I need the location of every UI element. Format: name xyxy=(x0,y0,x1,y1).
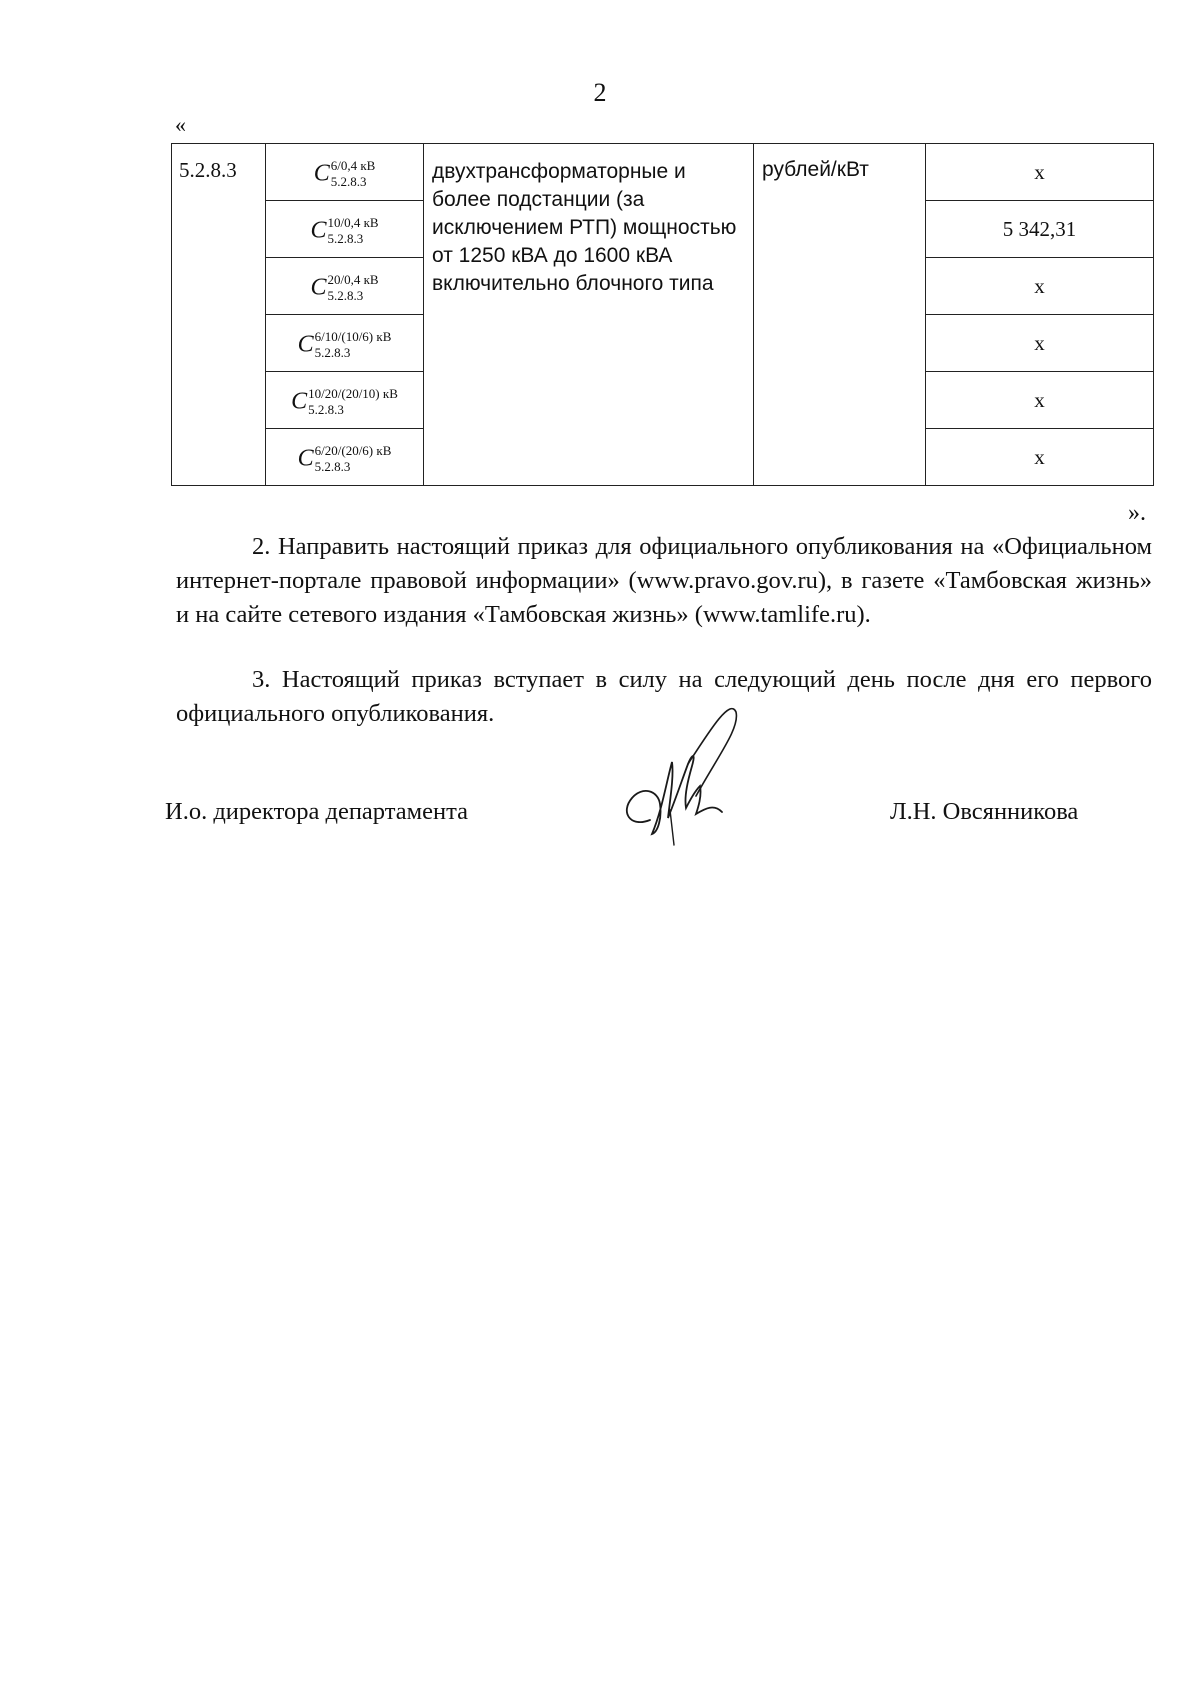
value-cell: 5 342,31 xyxy=(926,201,1154,258)
symbol-cell xyxy=(266,429,424,486)
unit-cell: рублей/кВт xyxy=(754,144,926,486)
tariff-symbol: C 10/0,4 кВ 5.2.8.3 xyxy=(310,215,379,246)
signer-name: Л.Н. Овсянникова xyxy=(890,798,1079,825)
paragraph-effective-date: 3. Настоящий приказ вступает в силу на следующий день после дня его первого официального опубликования. xyxy=(176,666,1152,727)
item-description: двухтрансформаторные и более подстанции (за исключением РТП) мощностью от 1250 кВА до 1600 кВА включительно блочного типа xyxy=(424,144,754,486)
value-cell: х xyxy=(926,258,1154,315)
value-cell: х xyxy=(926,144,1154,201)
tariff-symbol: C 6/20/(20/6) кВ 5.2.8.3 xyxy=(297,443,392,474)
table-row xyxy=(172,144,1154,201)
item-code: 5.2.8.3 xyxy=(172,144,266,486)
symbol-cell xyxy=(266,372,424,429)
close-quote: ». xyxy=(1128,500,1146,526)
paragraph-publication: 2. Направить настоящий приказ для официального опубликования на «Официальном интернет-портале правовой информации» (www.pravo.gov.ru), в газете «Тамбовская жизнь» и на сайте сетевого издания «Тамбовская жизнь» (www.tamlife.ru). xyxy=(176,533,1152,628)
symbol-cell xyxy=(266,258,424,315)
tariff-symbol: C 6/0,4 кВ 5.2.8.3 xyxy=(313,158,376,189)
symbol-cell xyxy=(266,201,424,258)
value-cell: х xyxy=(926,372,1154,429)
symbol-cell xyxy=(266,315,424,372)
symbol-cell xyxy=(266,144,424,201)
tariff-symbol: C 20/0,4 кВ 5.2.8.3 xyxy=(310,272,379,303)
value-cell: х xyxy=(926,315,1154,372)
tariff-symbol: C 6/10/(10/6) кВ 5.2.8.3 xyxy=(297,329,392,360)
handwritten-signature xyxy=(600,700,760,860)
tariff-symbol: C 10/20/(20/10) кВ 5.2.8.3 xyxy=(291,386,398,417)
tariff-table xyxy=(171,143,1154,486)
signer-title: И.о. директора департамента xyxy=(165,798,468,825)
value-cell: х xyxy=(926,429,1154,486)
page-number: 2 xyxy=(593,78,607,107)
open-quote: « xyxy=(175,112,186,137)
